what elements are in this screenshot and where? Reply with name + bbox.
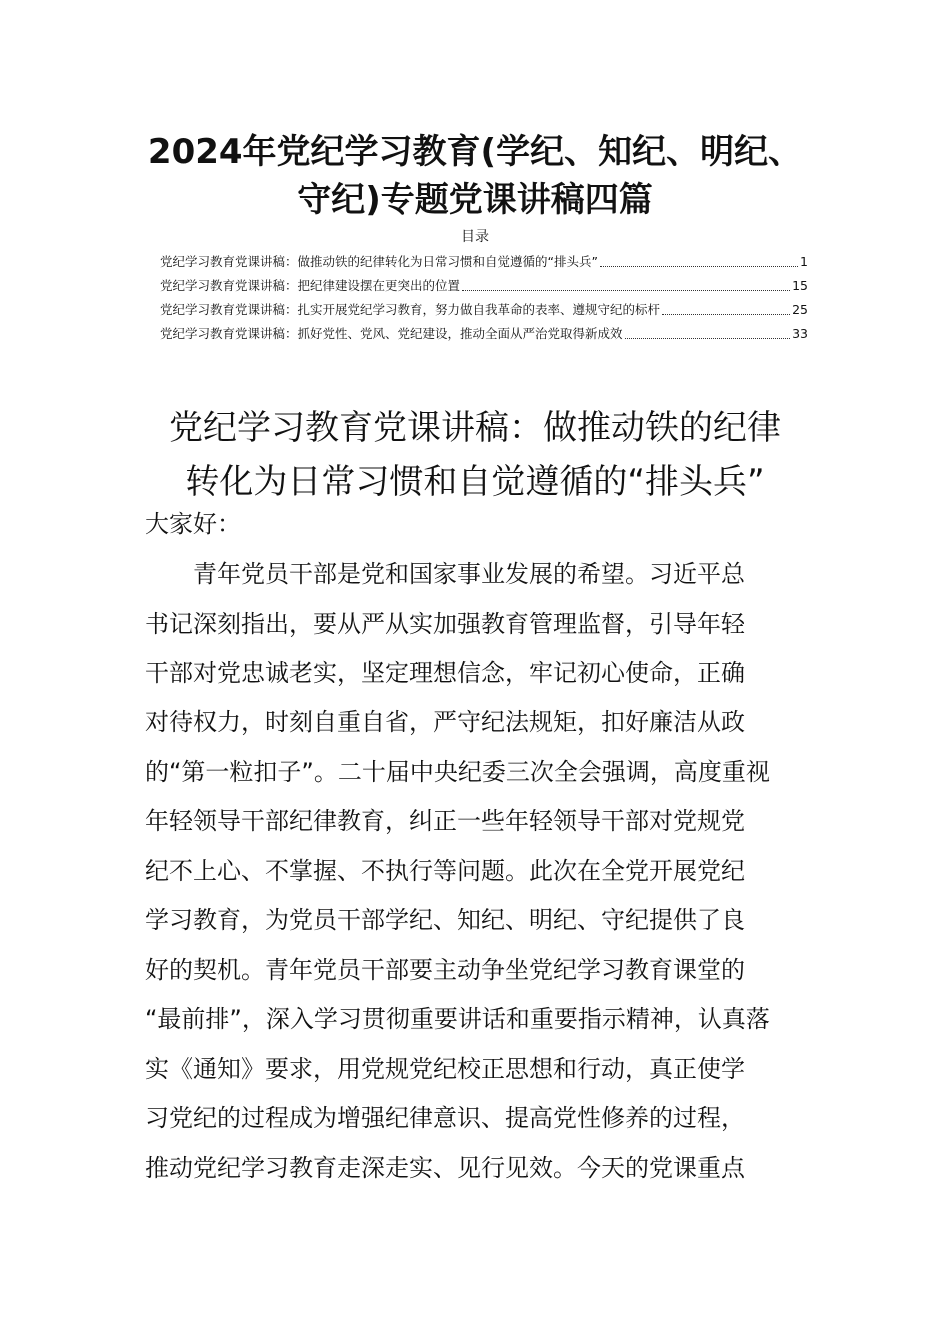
document-title-line-2: 守纪)专题党课讲稿四篇 [297,180,653,220]
toc-entry-text: 党纪学习教育党课讲稿：抓好党性、党风、党纪建设，推动全面从严治党取得新成效 [160,326,623,341]
body-text-line: 纪不上心、不掌握、不执行等问题。此次在全党开展党纪 [145,857,745,885]
document-title [100,128,850,224]
body-text-line: 习党纪的过程成为增强纪律意识、提高党性修养的过程， [145,1104,745,1132]
toc-leader-dots [662,300,790,315]
body-text-line: 年轻领导干部纪律教育，纠正一些年轻领导干部对党规党 [145,807,745,835]
body-text-line: 对待权力，时刻自重自省，严守纪法规矩，扣好廉洁从政 [145,708,745,736]
toc-heading: 目录 [461,229,489,245]
body-text-line: 书记深刻指出，要从严从实加强教育管理监督，引导年轻 [145,610,745,638]
toc-leader-dots [462,276,790,291]
table-of-contents [160,252,808,348]
section-title-line-2: 转化为日常习惯和自觉遵循的“排头兵” [185,462,765,502]
toc-entry-page: 1 [800,254,808,269]
toc-leader-dots [600,252,798,267]
body-text-line: 好的契机。青年党员干部要主动争坐党纪学习教育课堂的 [145,956,745,984]
document-title-line-1: 2024年党纪学习教育(学纪、知纪、明纪、 [147,132,803,172]
toc-leader-dots [625,324,791,339]
toc-entry-3[interactable] [160,300,808,324]
section-title-line-1: 党纪学习教育党课讲稿：做推动铁的纪律 [169,408,781,448]
body-text-line: 青年党员干部是党和国家事业发展的希望。习近平总 [145,560,745,588]
body-text-line: 干部对党忠诚老实，坚定理想信念，牢记初心使命，正确 [145,659,745,687]
toc-entry-text: 党纪学习教育党课讲稿：扎实开展党纪学习教育，努力做自我革命的表率、遵规守纪的标杆 [160,302,661,317]
body-text-line: “最前排”，深入学习贯彻重要讲话和重要指示精神，认真落 [145,1005,770,1033]
toc-entry-4[interactable] [160,324,808,348]
section-title [130,401,820,509]
toc-entry-text: 党纪学习教育党课讲稿：做推动铁的纪律转化为日常习惯和自觉遵循的“排头兵” [160,254,598,269]
toc-entry-page: 15 [792,278,808,293]
body-text-line: 的“第一粒扣子”。二十届中央纪委三次全会强调，高度重视 [145,758,770,786]
body-text-line: 推动党纪学习教育走深走实、见行见效。今天的党课重点 [145,1154,745,1182]
toc-entry-1[interactable] [160,252,808,276]
toc-entry-page: 25 [792,302,808,317]
greeting: 大家好： [145,510,241,538]
body-text-line: 学习教育，为党员干部学纪、知纪、明纪、守纪提供了良 [145,906,745,934]
toc-entry-text: 党纪学习教育党课讲稿：把纪律建设摆在更突出的位置 [160,278,461,293]
body-text-line: 实《通知》要求，用党规党纪校正思想和行动，真正使学 [145,1055,745,1083]
toc-entry-2[interactable] [160,276,808,300]
toc-entry-page: 33 [792,326,808,341]
